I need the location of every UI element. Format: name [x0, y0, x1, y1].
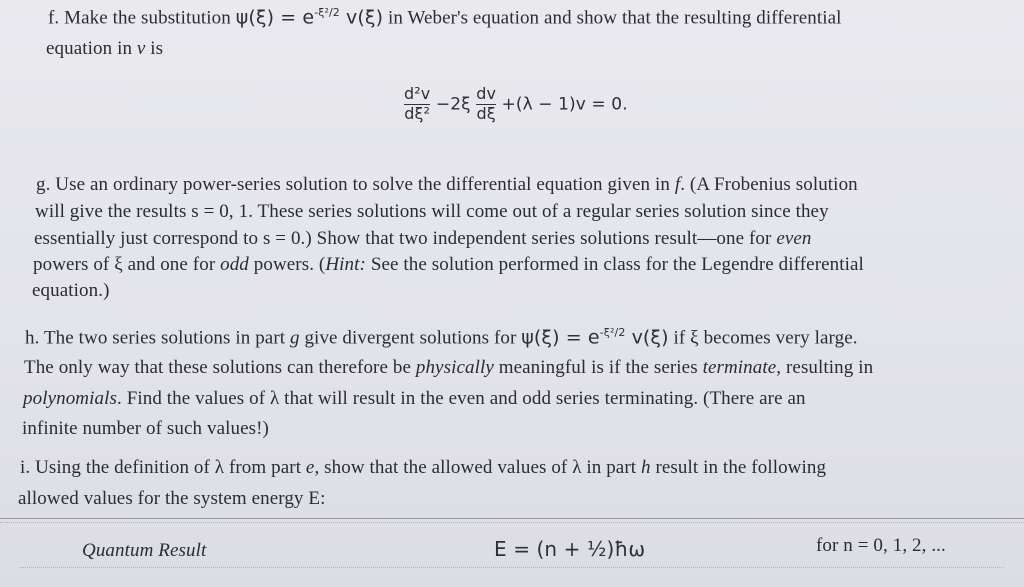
part-i-line-1 [20, 457, 826, 479]
differential-equation [404, 86, 628, 123]
part-ref-e: e [305, 457, 315, 478]
emphasis-terminate: terminate [702, 357, 777, 378]
n-range-text: for n = 0, 1, 2, ... [816, 535, 946, 556]
second-derivative-fraction [404, 86, 430, 123]
part-h-text-3: if ξ becomes very large. [668, 327, 858, 349]
part-f-text: f. Make the substitution [48, 7, 236, 29]
substitution-expression-end: v(ξ) [339, 6, 384, 29]
part-ref-g: g [290, 327, 300, 349]
psi-expression: ψ(ξ) = e [521, 326, 600, 349]
result-table-top-border [0, 518, 1024, 519]
variable-v: v [136, 38, 146, 59]
part-h-text-6: , resulting in [776, 357, 874, 378]
part-g-text-end: . (A Frobenius solution [680, 174, 858, 195]
emphasis-odd: odd [220, 254, 249, 275]
emphasis-even: even [776, 228, 812, 249]
part-i-text-3: result in the following [650, 457, 827, 478]
part-h-text-5: meaningful is if the series [493, 357, 703, 378]
part-g-text-6: See the solution performed in class for the Legendre differential [365, 254, 864, 275]
result-table-bottom-border [20, 567, 1004, 568]
result-table-dotted-border [0, 522, 1024, 523]
substitution-expression: ψ(ξ) = e [235, 6, 315, 29]
part-h-line-2 [24, 357, 873, 379]
part-g-line-1 [36, 174, 858, 196]
part-g-text-3: essentially just correspond to s = 0.) Show that two independent series solutions result—one for [34, 228, 777, 249]
part-g-line-4 [33, 254, 864, 276]
part-h-line-4: infinite number of such values!) [22, 418, 269, 439]
equation-end: +(λ − 1)v = 0. [496, 94, 628, 115]
energy-equation: E = (n + ½)ħω [494, 537, 646, 561]
part-ref-f: f [674, 174, 681, 195]
part-f-text-end: in Weber's equation and show that the resulting differential [383, 7, 842, 29]
part-h-line-3 [23, 388, 806, 410]
fraction-denominator: dξ² [404, 103, 431, 123]
psi-exponent: -ξ²/2 [599, 326, 626, 339]
substitution-exponent: -ξ²/2 [314, 6, 340, 19]
quantum-result-label: Quantum Result [82, 540, 207, 561]
part-i-line-2: allowed values for the system energy E: [18, 488, 326, 509]
hint-label: Hint: [325, 254, 366, 275]
part-f-line-1 [48, 6, 842, 29]
fraction-numerator: d²v [404, 84, 431, 103]
emphasis-physically: physically [415, 357, 494, 378]
part-i-text: i. Using the definition of λ from part [20, 457, 306, 478]
part-h-text-2: give divergent solutions for [299, 327, 522, 349]
part-g-text-5: powers. ( [248, 254, 326, 275]
part-h-line-1 [25, 326, 858, 349]
part-f-line-2 [46, 38, 163, 60]
psi-expression-end: v(ξ) [625, 326, 669, 349]
part-f-text-3: is [145, 38, 164, 59]
equation-middle-term: −2ξ [430, 94, 477, 115]
part-g-line-2: will give the results s = 0, 1. These series solutions will come out of a regular series solution since they [35, 201, 829, 222]
part-g-text: g. Use an ordinary power-series solution to solve the differential equation given in [36, 174, 675, 195]
emphasis-polynomials: polynomials [23, 388, 117, 409]
part-g-line-5: equation.) [32, 280, 110, 301]
part-g-line-3 [34, 228, 812, 250]
fraction-denominator: dξ [476, 103, 496, 123]
part-ref-h: h [640, 457, 651, 478]
part-h-text-7: . Find the values of λ that will result in the even and odd series terminating. (There are an [117, 388, 806, 409]
part-g-text-4: powers of ξ and one for [33, 254, 221, 275]
part-i-text-2: , show that the allowed values of λ in part [314, 457, 641, 478]
fraction-numerator: dv [476, 84, 497, 103]
first-derivative-fraction [476, 86, 496, 123]
part-f-text-2: equation in [46, 38, 137, 59]
part-h-text: h. The two series solutions in part [25, 327, 290, 349]
part-h-text-4: The only way that these solutions can therefore be [24, 357, 416, 378]
